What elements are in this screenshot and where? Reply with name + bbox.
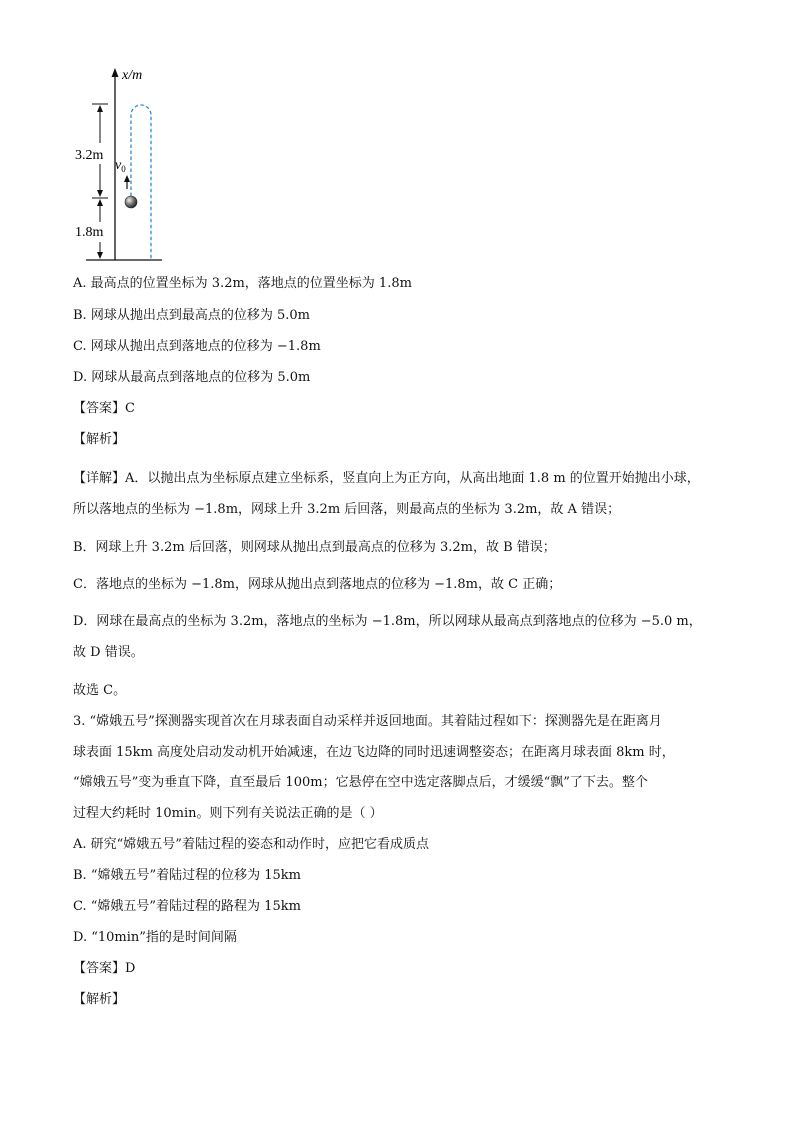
q2-detail-line: C．落地点的坐标为 −1.8m，网球从抛出点到落地点的位移为 −1.8m，故 C 正确； bbox=[73, 577, 562, 592]
q2-detail-line: D．网球在最高点的坐标为 3.2m，落地点的坐标为 −1.8m，所以网球从最高点到落地点的位移为 −5.0 m， bbox=[73, 614, 702, 629]
velocity-label: $v_0$ bbox=[115, 158, 126, 174]
q2-option-a: A. 最高点的位置坐标为 3.2m，落地点的位置坐标为 1.8m bbox=[73, 276, 412, 291]
trajectory-path bbox=[131, 105, 151, 260]
q3-option-b: B. “嫦娥五号”着陆过程的位移为 15km bbox=[73, 868, 301, 883]
axis-label: x/m bbox=[122, 68, 143, 83]
q2-detail-line: B．网球上升 3.2m 后回落，则网球从抛出点到最高点的位移为 3.2m，故 B 错误； bbox=[73, 540, 556, 555]
q2-analysis-title: 【解析】 bbox=[73, 432, 126, 447]
q2-conclusion: 故选 C。 bbox=[73, 683, 127, 698]
q2-option-d: D. 网球从最高点到落地点的位移为 5.0m bbox=[73, 370, 311, 385]
q2-detail-line: 【详解】A．以抛出点为坐标原点建立坐标系，竖直向上为正方向，从高出地面 1.8 m 的位置开始抛出小球， bbox=[73, 471, 700, 486]
velocity-arrow bbox=[124, 175, 130, 182]
q2-option-c: C. 网球从抛出点到落地点的位移为 −1.8m bbox=[73, 339, 321, 354]
upper-dim-label: 3.2m bbox=[75, 148, 104, 163]
x-axis-arrow bbox=[112, 68, 119, 77]
q3-option-c: C. “嫦娥五号”着陆过程的路程为 15km bbox=[73, 899, 301, 914]
lower-dim-label: 1.8m bbox=[75, 225, 104, 240]
q3-stem-line: 球表面 15km 高度处启动发动机开始减速，在边飞边降的同时迅速调整姿态；在距离月球表面 8km 时， bbox=[73, 745, 675, 760]
q2-detail-line: 所以落地点的坐标为 −1.8m，网球上升 3.2m 后回落，则最高点的坐标为 3.2m，故 A 错误； bbox=[73, 502, 621, 517]
ball bbox=[125, 196, 137, 208]
q3-stem-line: 过程大约耗时 10min。则下列有关说法正确的是（ ） bbox=[73, 806, 383, 821]
q2-option-b: B. 网球从抛出点到最高点的位移为 5.0m bbox=[73, 308, 310, 323]
q3-option-d: D. “10min”指的是时间间隔 bbox=[73, 930, 237, 945]
q3-stem-line: 3. “嫦娥五号”探测器实现首次在月球表面自动采样并返回地面。其着陆过程如下：探测器先是在距离月 bbox=[73, 714, 662, 729]
q3-analysis-title: 【解析】 bbox=[73, 992, 126, 1007]
q3-option-a: A. 研究“嫦娥五号”着陆过程的姿态和动作时，应把它看成质点 bbox=[73, 837, 429, 852]
q3-stem-line: “嫦娥五号”变为垂直下降，直至最后 100m；它悬停在空中选定落脚点后，才缓缓“飘”了下去。整个 bbox=[73, 775, 648, 790]
q3-answer: 【答案】D bbox=[73, 961, 136, 976]
q2-detail-line: 故 D 错误。 bbox=[73, 645, 144, 660]
q2-answer: 【答案】C bbox=[73, 401, 135, 416]
trajectory-figure bbox=[68, 62, 268, 262]
